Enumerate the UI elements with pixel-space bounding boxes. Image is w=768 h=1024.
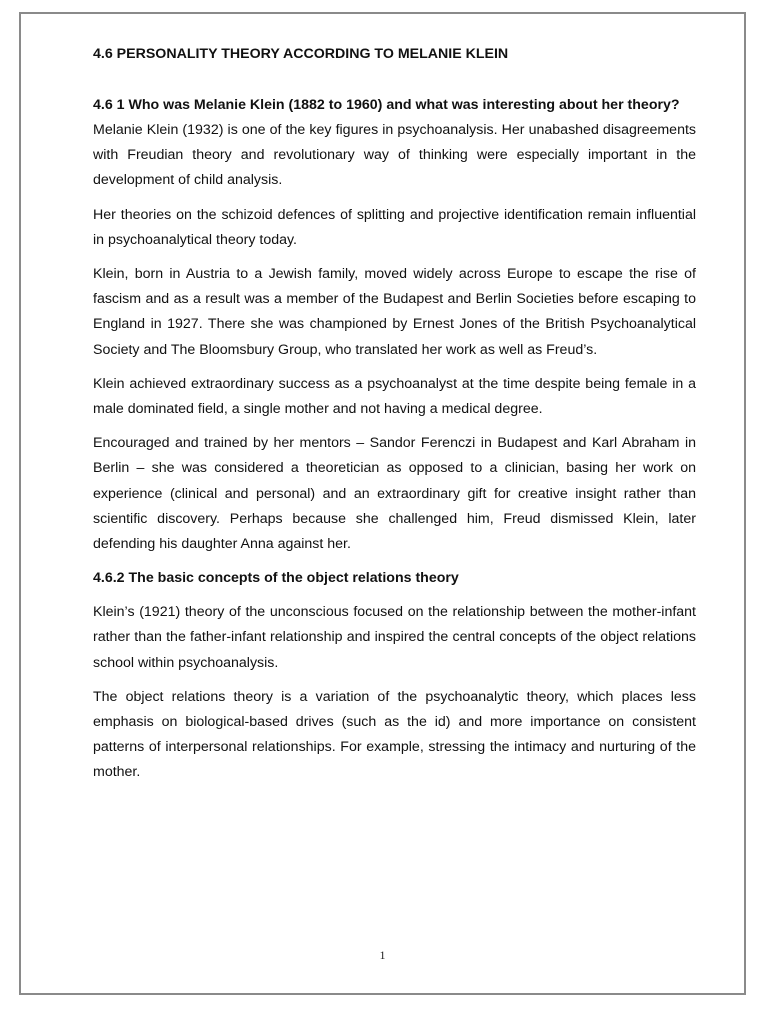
section-heading-who-was-melanie-klein: 4.6 1 Who was Melanie Klein (1882 to 1960) and what was interesting about her theory? — [93, 97, 680, 113]
document-page — [19, 12, 746, 995]
paragraph: Melanie Klein (1932) is one of the key figures in psychoanalysis. Her unabashed disagreements with Freudian theory and revolutionary way of thinking were especially important in the development of child analysis. — [93, 122, 696, 189]
paragraph: Her theories on the schizoid defences of splitting and projective identification remain influential in psychoanalytical theory today. — [93, 206, 696, 248]
page-number: 1 — [379, 948, 386, 962]
paragraph: Klein’s (1921) theory of the unconscious focused on the relationship between the mother-infant rather than the father-infant relationship and inspired the central concepts of the object relations school within psychoanalysis. — [93, 604, 696, 671]
page-content — [93, 42, 696, 795]
paragraph: Encouraged and trained by her mentors – Sandor Ferenczi in Budapest and Karl Abraham in Berlin – she was considered a theoretician as opposed to a clinician, basing her work on experience (clinical and personal) and an extraordinary gift for creative insight rather than scientific discovery. Perhaps because she challenged him, Freud dismissed Klein, later defending his daughter Anna against her. — [93, 435, 696, 553]
paragraph: The object relations theory is a variation of the psychoanalytic theory, which places less emphasis on biological-based drives (such as the id) and more importance on consistent patterns of interpersonal relationships. For example, stressing the intimacy and nurturing of the mother. — [93, 688, 696, 781]
paragraph: Klein, born in Austria to a Jewish family, moved widely across Europe to escape the rise of fascism and as a result was a member of the Budapest and Berlin Societies before escaping to England in 1927. There she was championed by Ernest Jones of the British Psychoanalytical Society and The Bloomsbury Group, who translated her work as well as Freud’s. — [93, 266, 696, 358]
section-heading-object-relations: 4.6.2 The basic concepts of the object relations theory — [93, 570, 459, 587]
document-title: 4.6 PERSONALITY THEORY ACCORDING TO MELANIE KLEIN — [93, 46, 509, 62]
paragraph: Klein achieved extraordinary success as a psychoanalyst at the time despite being female in a male dominated field, a single mother and not having a medical degree. — [93, 375, 696, 418]
